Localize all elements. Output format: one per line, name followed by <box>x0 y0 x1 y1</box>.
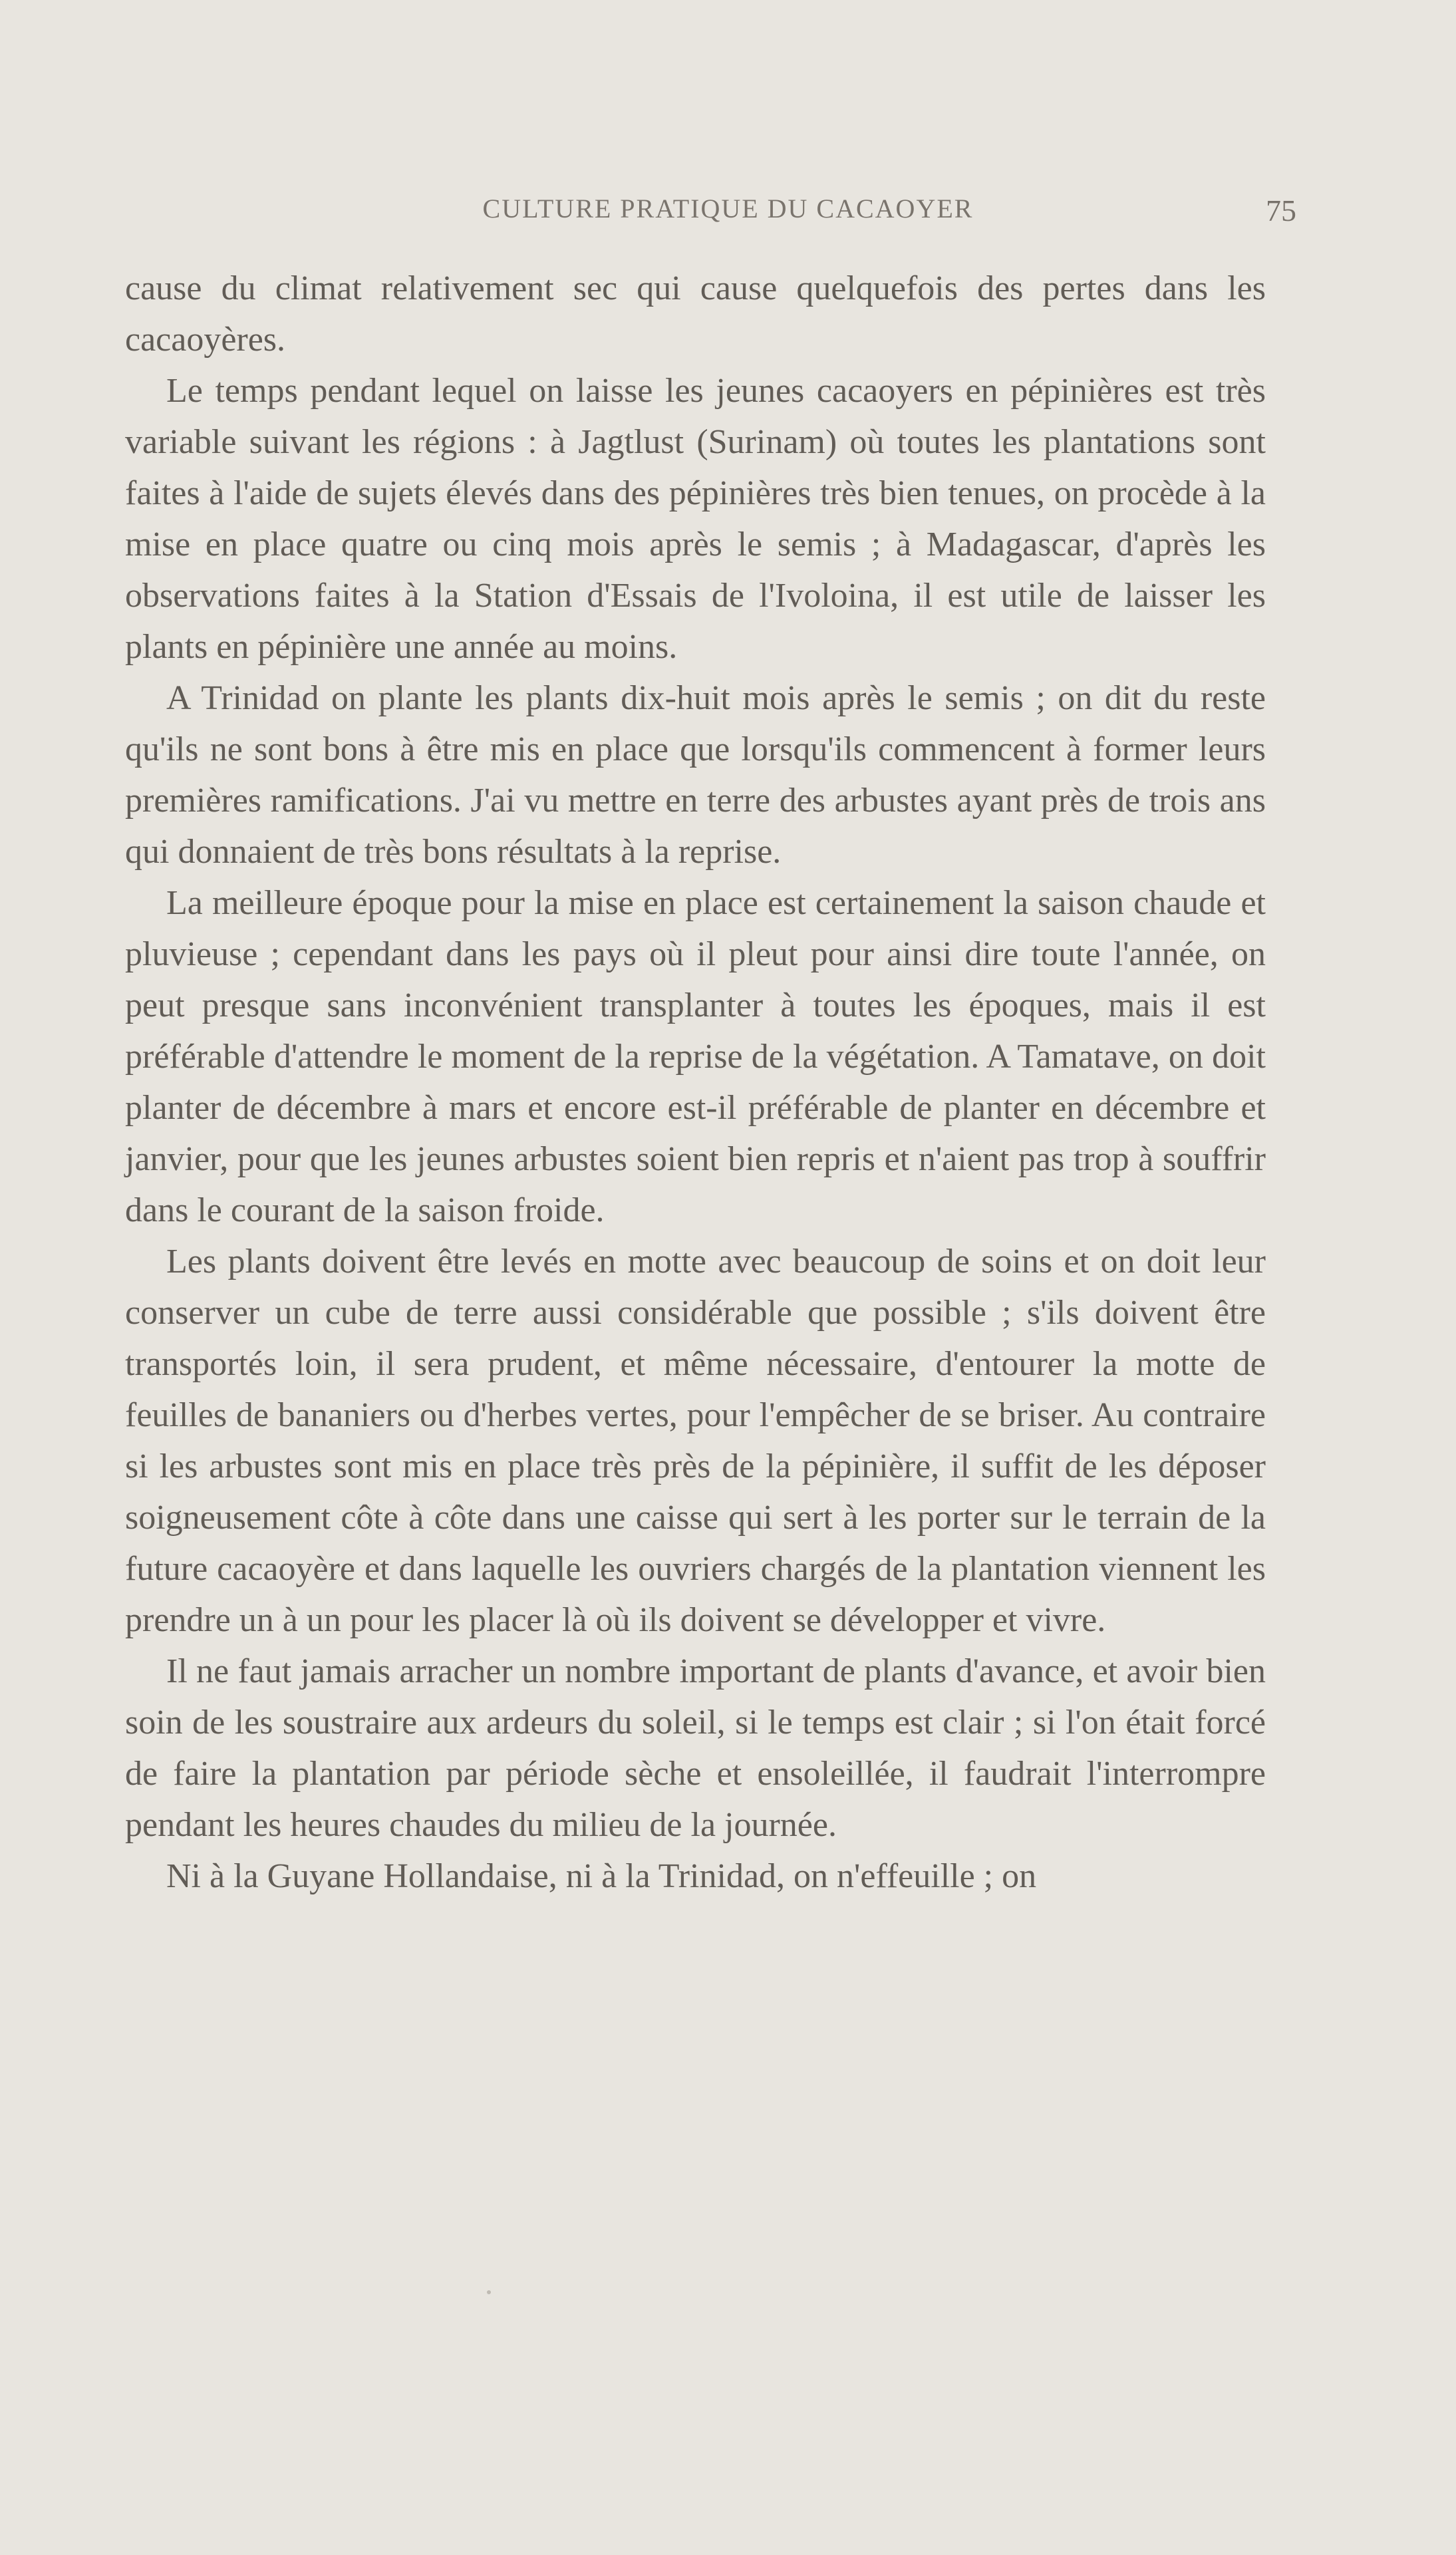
paragraph-6: Il ne faut jamais arracher un nombre important de plants d'avance, et avoir bien soin de les soustraire aux ardeurs du soleil, si le temps est clair ; si l'on était forcé de faire la plantation par période sèche et ensoleillée, il faudrait l'interrompre pendant les heures chaudes du milieu de la journée. <box>125 1652 1266 1844</box>
paragraph-5: Les plants doivent être levés en motte avec beaucoup de soins et on doit leur conserver un cube de terre aussi considérable que possible ; s'ils doivent être transportés loin, il sera prudent, et même nécessaire, d'entourer la motte de feuilles de bananiers ou d'herbes vertes, pour l'empêcher de se briser. Au contraire si les arbustes sont mis en place très près de la pépinière, il suffit de les déposer soigneusement côte à côte dans une caisse qui sert à les porter sur le terrain de la future cacaoyère et dans laquelle les ouvriers chargés de la plantation viennent les prendre un à un pour les placer là où ils doivent se développer et vivre. <box>125 1243 1266 1639</box>
paragraph-7: Ni à la Guyane Hollandaise, ni à la Trinidad, on n'effeuille ; on <box>166 1857 1037 1895</box>
paragraph-3: A Trinidad on plante les plants dix-huit mois après le semis ; on dit du reste qu'ils ne sont bons à être mis en place que lorsqu'ils commencent à former leurs premières ramifications. J'ai vu mettre en terre des arbustes ayant près de trois ans qui donnaient de très bons résultats à la reprise. <box>125 679 1266 871</box>
paper-speck <box>487 2290 491 2294</box>
running-title: CULTURE PRATIQUE DU CACAOYER <box>482 194 974 224</box>
paragraph-1: cause du climat relativement sec qui cause quelquefois des pertes dans les cacaoyères. <box>125 269 1266 359</box>
page-number: 75 <box>1266 194 1296 227</box>
body-text <box>125 263 1266 1902</box>
paragraph-4: La meilleure époque pour la mise en place est certainement la saison chaude et pluvieuse ; cependant dans les pays où il pleut pour ainsi dire toute l'année, on peut presque sans inconvénient transplanter à toutes les époques, mais il est préférable d'attendre le moment de la reprise de la végétation. A Tamatave, on doit planter de décembre à mars et encore est-il préférable de planter en décembre et janvier, pour que les jeunes arbustes soient bien repris et n'aient pas trop à souffrir dans le courant de la saison froide. <box>125 884 1266 1229</box>
page-header <box>0 193 1456 239</box>
paragraph-2: Le temps pendant lequel on laisse les jeunes cacaoyers en pépinières est très variable suivant les régions : à Jagtlust (Surinam) où toutes les plantations sont faites à l'aide de sujets élevés dans des pépinières très bien tenues, on procède à la mise en place quatre ou cinq mois après le semis ; à Madagascar, d'après les observations faites à la Station d'Essais de l'Ivoloina, il est utile de laisser les plants en pépinière une année au moins. <box>125 372 1266 666</box>
